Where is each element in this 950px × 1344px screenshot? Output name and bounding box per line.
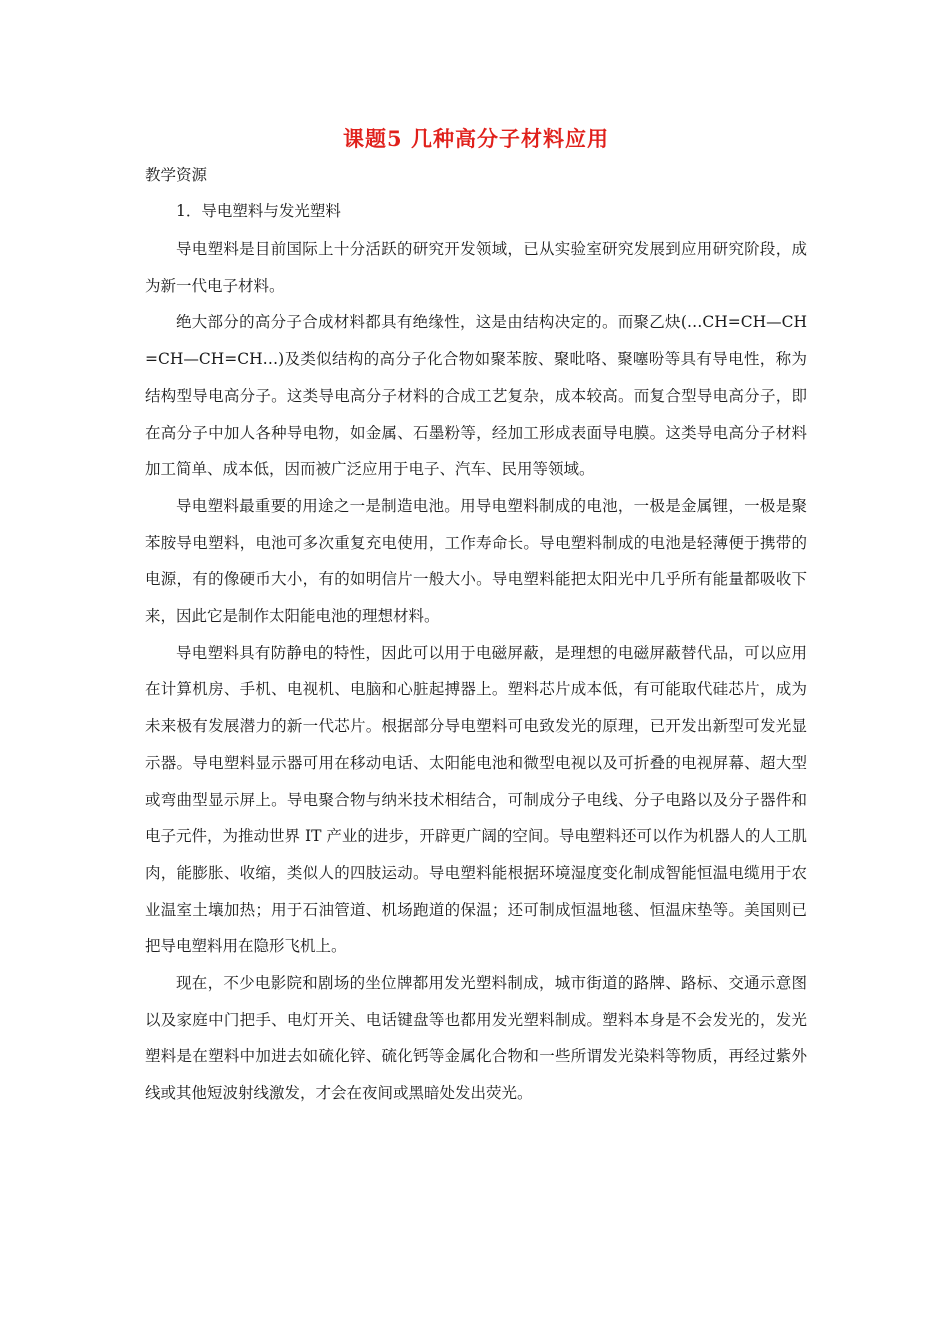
paragraph-3: 导电塑料最重要的用途之一是制造电池。用导电塑料制成的电池，一极是金属锂，一极是聚苯胺导电塑料，电池可多次重复充电使用，工作寿命长。导电塑料制成的电池是轻薄便于携带的电源，有的像硬币大小，有的如明信片一般大小。导电塑料能把太阳光中几乎所有能量都吸收下来，因此它是制作太阳能电池的理想材料。: [145, 496, 807, 626]
section-label: 教学资源: [145, 166, 208, 184]
document-title: 课题5 几种高分子材料应用: [343, 126, 609, 151]
document-page: [145, 122, 807, 1112]
paragraph-1: 导电塑料是目前国际上十分活跃的研究开发领域，已从实验室研究发展到应用研究阶段，成为新一代电子材料。: [145, 240, 807, 295]
paragraph-4: 导电塑料具有防静电的特性，因此可以用于电磁屏蔽，是理想的电磁屏蔽替代品，可以应用在计算机房、手机、电视机、电脑和心脏起搏器上。塑料芯片成本低，有可能取代硅芯片，成为未来极有发展潜力的新一代芯片。根据部分导电塑料可电致发光的原理，已开发出新型可发光显示器。导电塑料显示器可用在移动电话、太阳能电池和微型电视以及可折叠的电视屏幕、超大型或弯曲型显示屏上。导电聚合物与纳米技术相结合，可制成分子电线、分子电路以及分子器件和电子元件，为推动世界 IT 产业的进步，开辟更广阔的空间。导电塑料还可以作为机器人的人工肌肉，能膨胀、收缩，类似人的四肢运动。导电塑料能根据环境湿度变化制成智能恒温电缆用于农业温室土壤加热；用于石油管道、机场跑道的保温；还可制成恒温地毯、恒温床垫等。美国则已把导电塑料用在隐形飞机上。: [145, 643, 807, 956]
paragraph-2: 绝大部分的高分子合成材料都具有绝缘性，这是由结构决定的。而聚乙炔(…CH=CH—CH=CH—CH=CH…)及类似结构的高分子化合物如聚苯胺、聚吡咯、聚噻吩等具有导电性，称为结构型导电高分子。这类导电高分子材料的合成工艺复杂，成本较高。而复合型导电高分子，即在高分子中加人各种导电物，如金属、石墨粉等，经加工形成表面导电膜。这类导电高分子材料加工简单、成本低，因而被广泛应用于电子、汽车、民用等领域。: [145, 313, 807, 479]
paragraph-5: 现在，不少电影院和剧场的坐位牌都用发光塑料制成，城市街道的路牌、路标、交通示意图以及家庭中门把手、电灯开关、电话键盘等也都用发光塑料制成。塑料本身是不会发光的，发光塑料是在塑料中加进去如硫化锌、硫化钙等金属化合物和一些所谓发光染料等物质，再经过紫外线或其他短波射线激发，才会在夜间或黑暗处发出荧光。: [145, 974, 807, 1103]
subheading: 1．导电塑料与发光塑料: [176, 202, 341, 220]
